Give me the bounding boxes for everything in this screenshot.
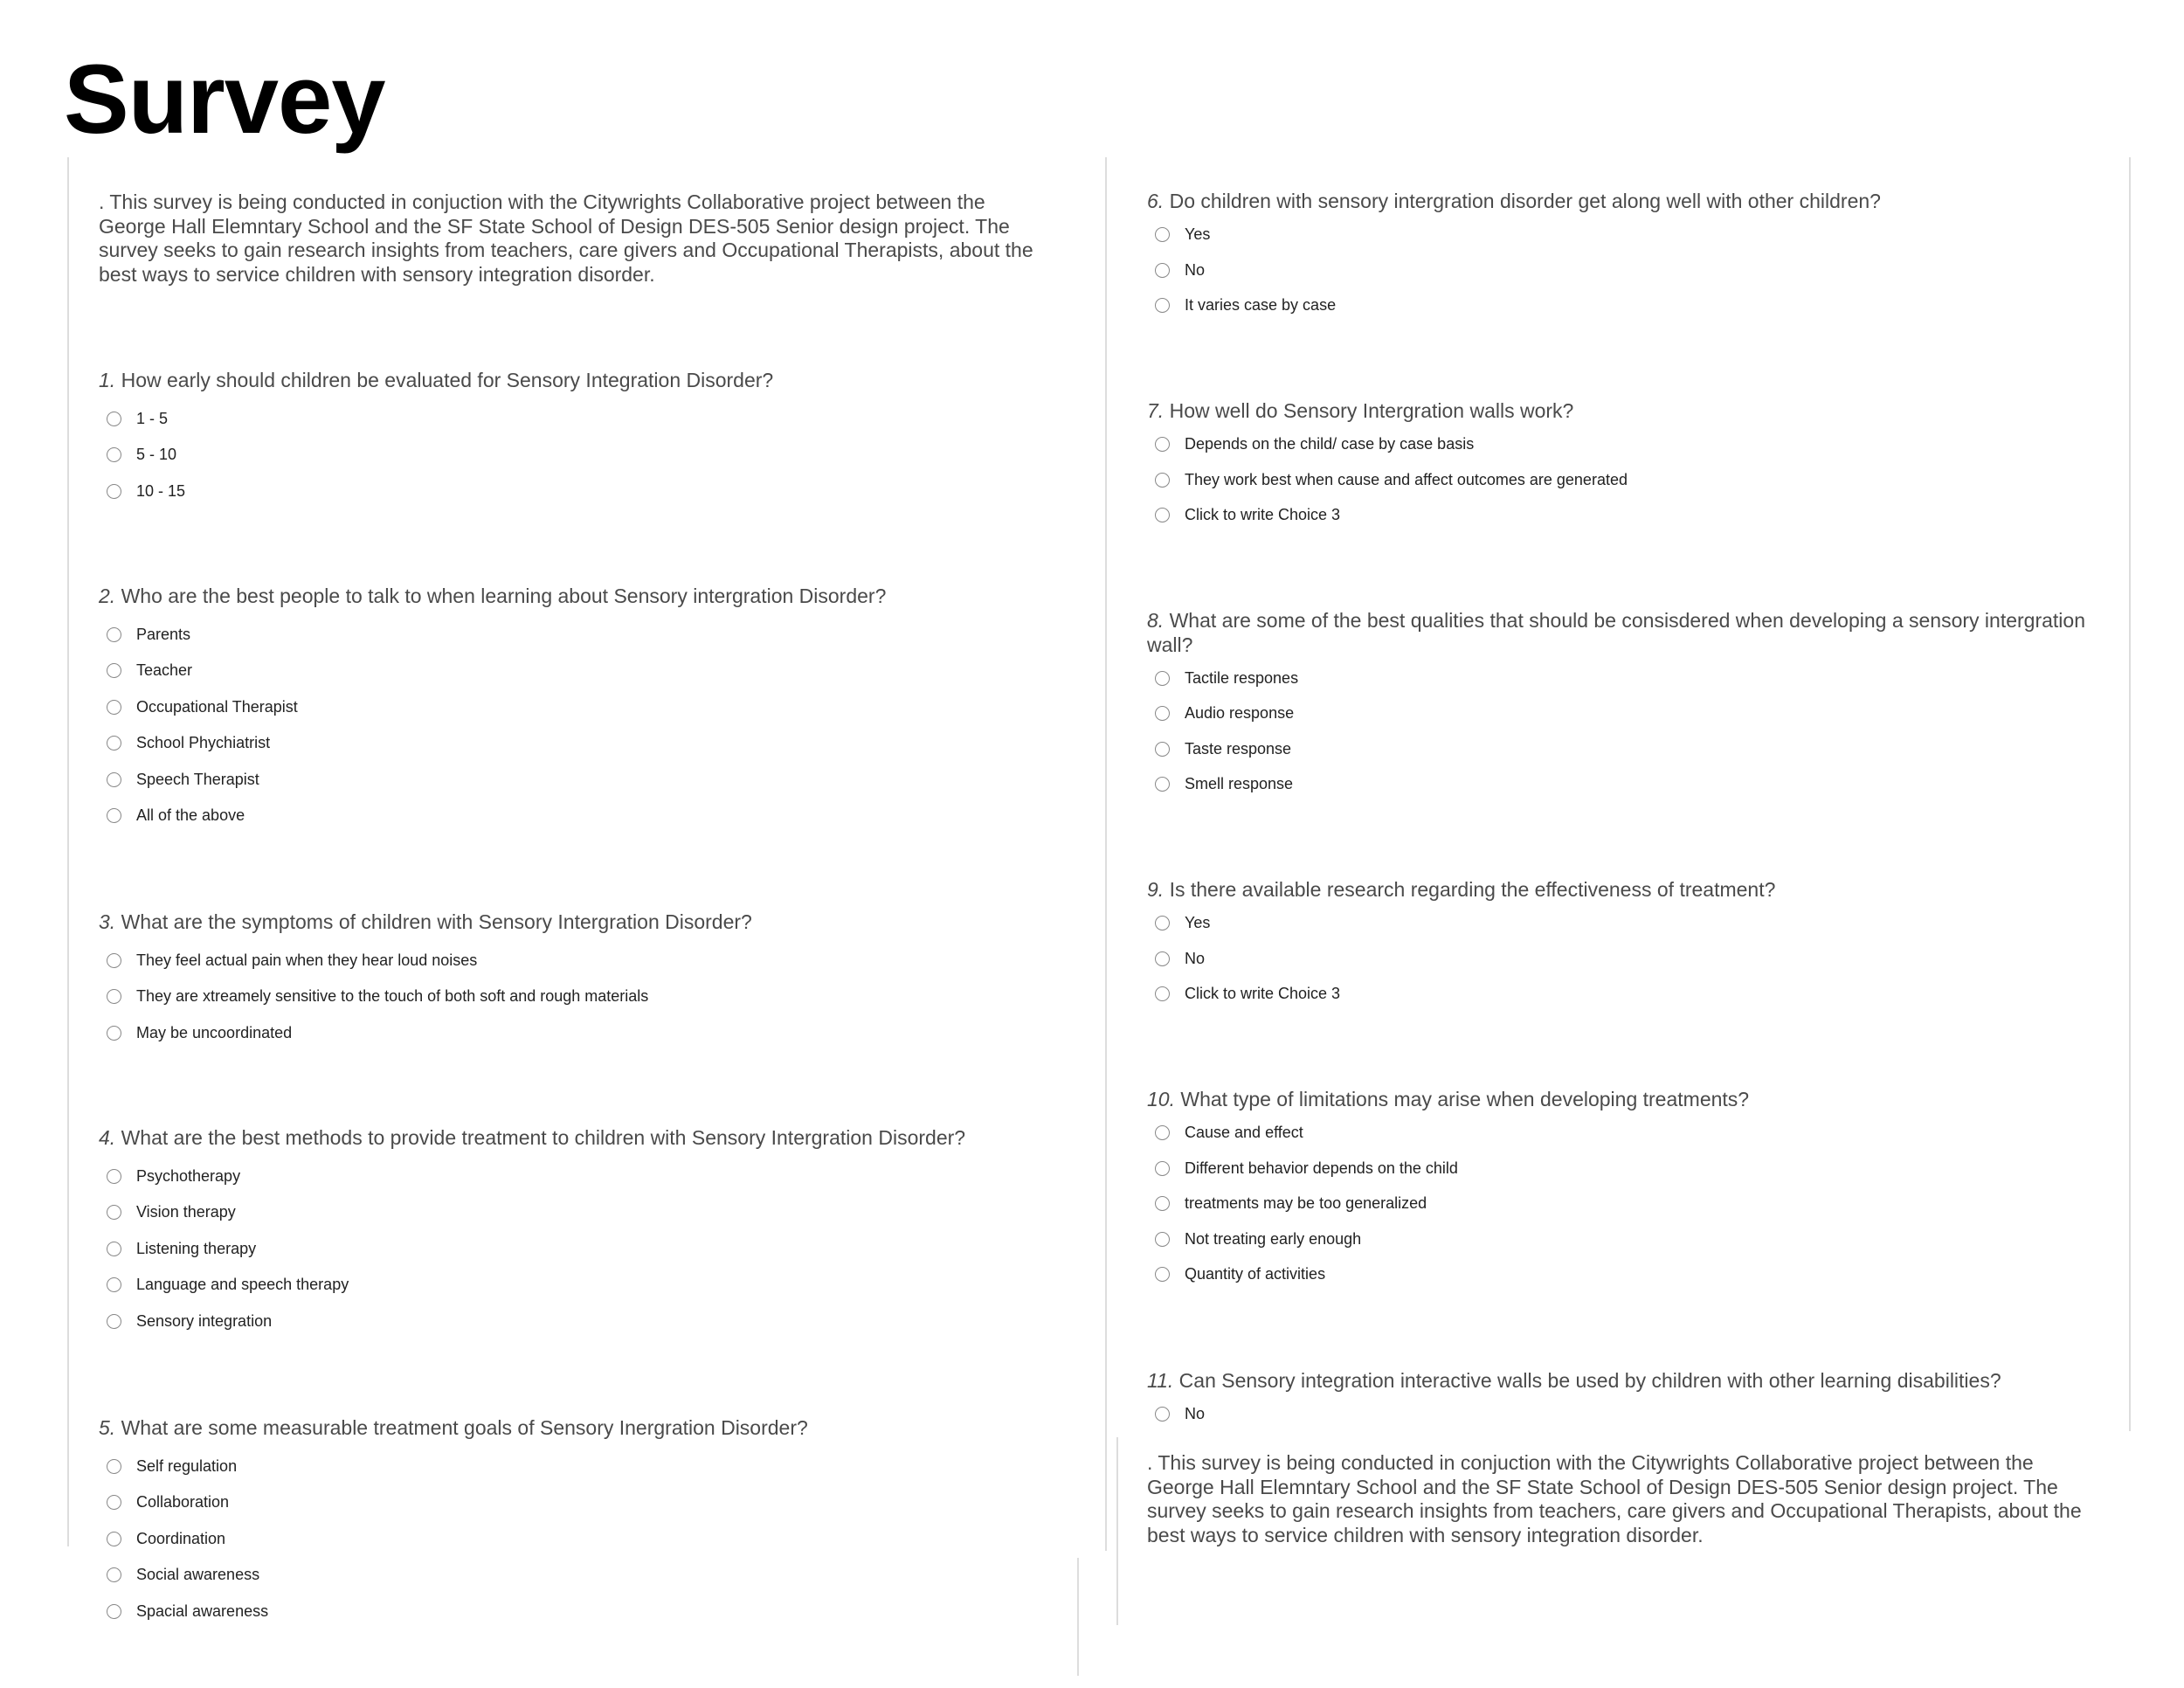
radio-button[interactable] (107, 1495, 121, 1510)
option-label: 10 - 15 (136, 481, 186, 500)
option-label: Coordination (136, 1529, 226, 1547)
option-label: Not treating early enough (1185, 1229, 1362, 1248)
question-label: How well do Sensory Intergration walls work? (1169, 399, 1574, 422)
question-10 (1147, 1088, 2108, 1292)
option-label: Taste response (1185, 739, 1292, 758)
option-label: treatments may be too generalized (1185, 1194, 1427, 1213)
question-number: 6. (1147, 190, 1165, 212)
page-divider (1077, 1558, 1079, 1676)
option-label: Sensory integration (136, 1311, 273, 1330)
radio-button[interactable] (1155, 263, 1170, 278)
question-9 (1147, 878, 2108, 1012)
option-label: Self regulation (136, 1456, 238, 1475)
survey-intro-repeat: . This survey is being conducted in conjuction with the Citywrights Collaborative project between the George Hall Elemntary School and the SF State School of Design DES-505 Senior design project. The survey seeks to gain research insights from teachers, care givers and Occupational Therapists, about the best ways to service children with sensory integration disorder. (1147, 1451, 2082, 1546)
option-list (99, 1159, 1060, 1340)
option[interactable] (1147, 462, 2108, 498)
question-text (1147, 190, 2108, 214)
option-label: They feel actual pain when they hear loud noises (136, 951, 478, 969)
option[interactable] (1147, 218, 2108, 253)
question-label: Do children with sensory intergration disorder get along well with other children? (1169, 190, 1881, 212)
radio-button[interactable] (1155, 1196, 1170, 1211)
question-1 (99, 369, 1060, 509)
option[interactable] (1147, 661, 2108, 696)
option-label: May be uncoordinated (136, 1023, 293, 1041)
left-panel-divider (1105, 157, 1107, 1551)
option[interactable] (99, 1015, 1060, 1052)
option-label: Different behavior depends on the child (1185, 1159, 1458, 1177)
question-5 (99, 1416, 1060, 1629)
option-label: Audio response (1185, 704, 1295, 723)
question-label: What type of limitations may arise when developing treatments? (1180, 1088, 1750, 1110)
radio-button[interactable] (107, 627, 121, 642)
option[interactable] (99, 1594, 1060, 1630)
question-text (99, 910, 1060, 935)
option-list (1147, 427, 2108, 534)
radio-button[interactable] (107, 1459, 121, 1474)
option-label: Parents (136, 625, 191, 643)
radio-button[interactable] (107, 1314, 121, 1329)
option[interactable] (1147, 1151, 2108, 1186)
question-number: 2. (99, 585, 116, 607)
option-label: Psychotherapy (136, 1166, 241, 1185)
radio-button[interactable] (107, 663, 121, 678)
radio-button[interactable] (1155, 1125, 1170, 1140)
question-11 (1147, 1369, 2108, 1432)
option[interactable] (99, 1267, 1060, 1304)
option[interactable] (99, 474, 1060, 510)
question-text (99, 369, 1060, 393)
radio-button[interactable] (107, 989, 121, 1004)
option-label: It varies case by case (1185, 296, 1337, 315)
radio-button[interactable] (107, 1604, 121, 1619)
option-list (99, 401, 1060, 510)
radio-button[interactable] (107, 700, 121, 715)
option[interactable] (1147, 1257, 2108, 1293)
question-2 (99, 585, 1060, 834)
option[interactable] (1147, 1397, 2108, 1433)
option-label: Spacial awareness (136, 1602, 269, 1620)
option-label: 1 - 5 (136, 409, 169, 427)
radio-button[interactable] (107, 484, 121, 499)
right-panel-divider-lower (1116, 1437, 1118, 1625)
page-title: Survey (64, 45, 385, 154)
radio-button[interactable] (107, 1205, 121, 1220)
option-label: Depends on the child/ case by case basis (1185, 435, 1475, 453)
option-label: Tactile respones (1185, 668, 1299, 687)
option[interactable] (1147, 427, 2108, 463)
question-6 (1147, 190, 2108, 323)
option-label: Click to write Choice 3 (1185, 985, 1341, 1003)
option[interactable] (1147, 767, 2108, 803)
option[interactable] (99, 617, 1060, 654)
question-4 (99, 1126, 1060, 1339)
question-text (1147, 878, 2108, 903)
left-panel-border (67, 157, 69, 1546)
radio-button[interactable] (107, 1169, 121, 1184)
option[interactable] (99, 798, 1060, 834)
option-list (99, 943, 1060, 1052)
option-label: No (1185, 260, 1206, 279)
radio-button[interactable] (1155, 742, 1170, 757)
radio-button[interactable] (1155, 671, 1170, 686)
question-label: What are the best methods to provide treatment to children with Sensory Intergration Disorder? (121, 1126, 966, 1149)
radio-button[interactable] (107, 1242, 121, 1256)
question-text (99, 585, 1060, 609)
option-list (99, 617, 1060, 834)
question-label: Can Sensory integration interactive walls be used by children with other learning disabilities? (1178, 1369, 2001, 1392)
option-label: Click to write Choice 3 (1185, 506, 1341, 524)
radio-button[interactable] (1155, 1232, 1170, 1247)
option-label: They are xtreamely sensitive to the touch of both soft and rough materials (136, 987, 649, 1006)
option[interactable] (1147, 941, 2108, 977)
radio-button[interactable] (1155, 1267, 1170, 1282)
option-list (1147, 1116, 2108, 1293)
radio-button[interactable] (107, 736, 121, 751)
radio-button[interactable] (107, 1567, 121, 1582)
question-label: What are the symptoms of children with Sensory Intergration Disorder? (121, 910, 752, 933)
option-label: All of the above (136, 806, 245, 825)
radio-button[interactable] (107, 772, 121, 787)
question-number: 5. (99, 1416, 116, 1439)
option-label: Smell response (1185, 775, 1294, 793)
radio-button[interactable] (107, 953, 121, 968)
option[interactable] (99, 653, 1060, 689)
option-list (99, 1449, 1060, 1630)
radio-button[interactable] (107, 447, 121, 462)
option-list (1147, 1397, 2108, 1433)
radio-button[interactable] (1155, 298, 1170, 313)
option[interactable] (99, 1194, 1060, 1231)
option[interactable] (1147, 253, 2108, 288)
option[interactable] (1147, 288, 2108, 324)
question-text (1147, 399, 2108, 424)
option[interactable] (1147, 1221, 2108, 1257)
question-number: 8. (1147, 609, 1165, 632)
option[interactable] (1147, 498, 2108, 534)
radio-button[interactable] (1155, 951, 1170, 966)
option-label: Teacher (136, 661, 193, 680)
radio-button[interactable] (1155, 706, 1170, 721)
radio-button[interactable] (107, 1026, 121, 1041)
question-8 (1147, 609, 2108, 802)
radio-button[interactable] (1155, 777, 1170, 792)
option-label: No (1185, 949, 1206, 967)
option[interactable] (99, 1304, 1060, 1340)
option-label: Yes (1185, 914, 1211, 932)
option[interactable] (99, 979, 1060, 1015)
option-label: Occupational Therapist (136, 697, 298, 716)
option-label: School Phychiatrist (136, 734, 271, 752)
option-label: Language and speech therapy (136, 1276, 349, 1294)
question-text (1147, 1369, 2108, 1394)
option[interactable] (1147, 977, 2108, 1013)
option-label: 5 - 10 (136, 446, 177, 464)
option-label: Vision therapy (136, 1203, 236, 1221)
question-text (99, 1416, 1060, 1441)
option[interactable] (99, 1159, 1060, 1195)
option[interactable] (99, 401, 1060, 438)
option-label: Cause and effect (1185, 1124, 1303, 1142)
question-label: What are some of the best qualities that should be consisdered when developing a sensory intergration wall? (1147, 609, 2085, 656)
option-label: Listening therapy (136, 1239, 257, 1257)
question-number: 10. (1147, 1088, 1175, 1110)
radio-button[interactable] (1155, 1407, 1170, 1422)
option[interactable] (99, 1521, 1060, 1558)
option[interactable] (1147, 1116, 2108, 1152)
option-label: Yes (1185, 225, 1211, 244)
option[interactable] (99, 1231, 1060, 1268)
question-label: How early should children be evaluated for Sensory Integration Disorder? (121, 369, 774, 391)
option[interactable] (1147, 731, 2108, 767)
radio-button[interactable] (1155, 437, 1170, 452)
question-label: What are some measurable treatment goals of Sensory Inergration Disorder? (121, 1416, 808, 1439)
question-label: Is there available research regarding the effectiveness of treatment? (1169, 878, 1776, 901)
option[interactable] (99, 689, 1060, 726)
question-text (1147, 609, 2108, 657)
radio-button[interactable] (107, 412, 121, 426)
radio-button[interactable] (1155, 508, 1170, 522)
option-list (1147, 218, 2108, 324)
question-number: 9. (1147, 878, 1165, 901)
option[interactable] (1147, 1186, 2108, 1222)
option[interactable] (1147, 906, 2108, 942)
question-3 (99, 910, 1060, 1051)
question-number: 4. (99, 1126, 116, 1149)
option[interactable] (1147, 696, 2108, 732)
option-label: Social awareness (136, 1566, 260, 1584)
right-panel-border (2129, 157, 2131, 1431)
radio-button[interactable] (1155, 473, 1170, 488)
option-label: Collaboration (136, 1493, 230, 1512)
option[interactable] (99, 1449, 1060, 1485)
question-number: 7. (1147, 399, 1165, 422)
question-label: Who are the best people to talk to when learning about Sensory intergration Disorder? (121, 585, 887, 607)
option-list (1147, 661, 2108, 802)
radio-button[interactable] (107, 1277, 121, 1292)
option[interactable] (99, 1484, 1060, 1521)
option[interactable] (99, 943, 1060, 979)
radio-button[interactable] (107, 1532, 121, 1546)
radio-button[interactable] (1155, 1161, 1170, 1176)
option[interactable] (99, 725, 1060, 762)
option-list (1147, 906, 2108, 1013)
option-label: Speech Therapist (136, 770, 259, 788)
question-text (1147, 1088, 2108, 1112)
question-number: 3. (99, 910, 116, 933)
option[interactable] (99, 437, 1060, 474)
question-number: 11. (1147, 1369, 1174, 1392)
option-label: Quantity of activities (1185, 1265, 1326, 1283)
radio-button[interactable] (1155, 986, 1170, 1001)
radio-button[interactable] (1155, 227, 1170, 242)
question-7 (1147, 399, 2108, 533)
question-text (99, 1126, 1060, 1151)
option[interactable] (99, 762, 1060, 799)
radio-button[interactable] (1155, 916, 1170, 930)
option-label: They work best when cause and affect outcomes are generated (1185, 470, 1628, 488)
survey-intro: . This survey is being conducted in conjuction with the Citywrights Collaborative project between the George Hall Elemntary School and the SF State School of Design DES-505 Senior design project. The survey seeks to gain research insights from teachers, care givers and Occupational Therapists, about the best ways to service children with sensory integration disorder. (99, 190, 1033, 286)
option[interactable] (99, 1557, 1060, 1594)
radio-button[interactable] (107, 808, 121, 823)
option-label: No (1185, 1405, 1206, 1423)
question-number: 1. (99, 369, 116, 391)
